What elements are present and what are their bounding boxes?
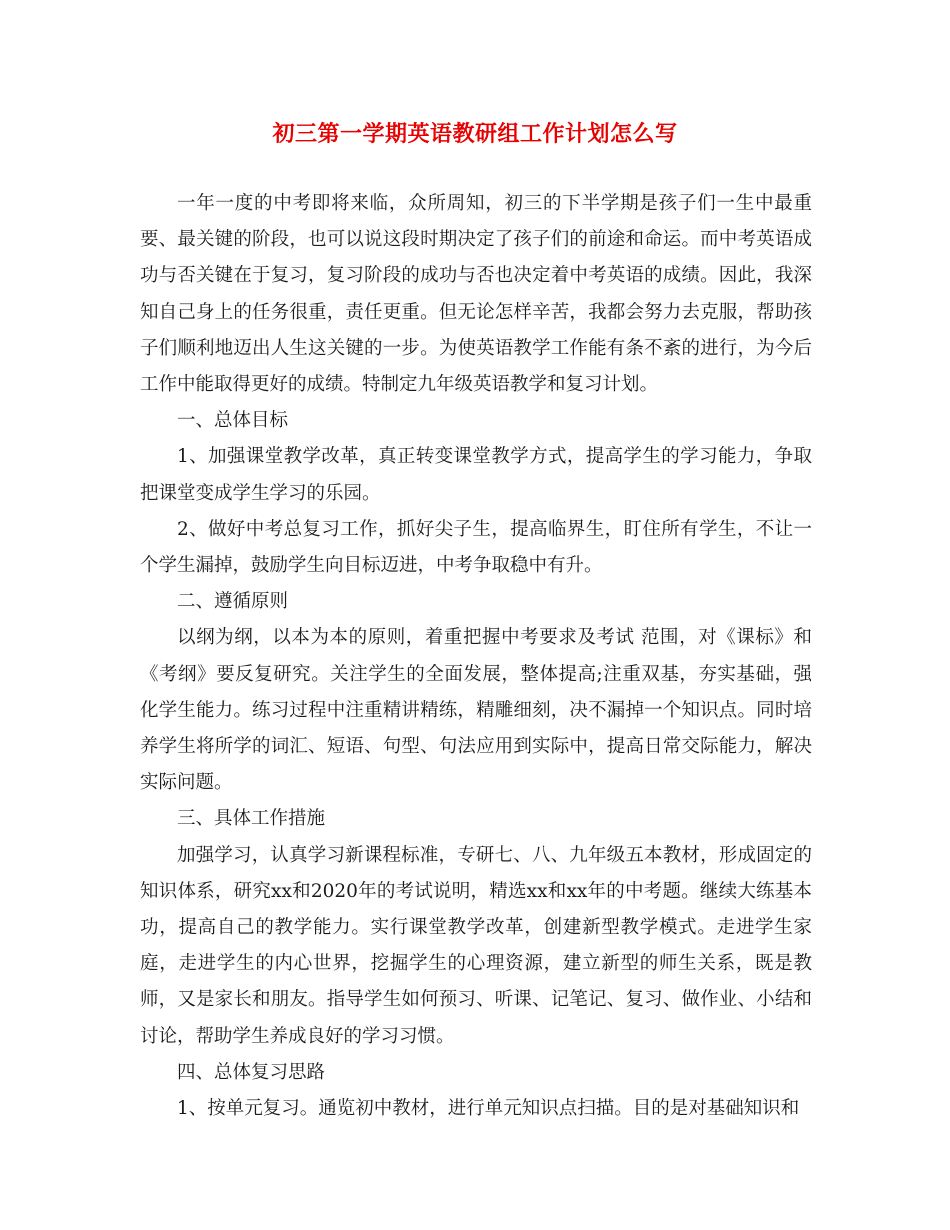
- paragraph-goal-2: 2、做好中考总复习工作，抓好尖子生，提高临界生，盯住所有学生，不让一个学生漏掉，鼓励学生向目标迈进，中考争取稳中有升。: [140, 518, 812, 577]
- paragraph-principles: 以纲为纲，以本为本的原则，着重把握中考要求及考试 范围，对《课标》和《考纲》要反复研究。关注学生的全面发展，整体提高;注重双基，夯实基础，强化学生能力。练习过程中注重精讲精练，精雕细刻，决不漏掉一个知识点。同时培养学生将所学的词汇、短语、句型、句法应用到实际中，提高日常交际能力，解决实际问题。: [140, 627, 812, 794]
- paragraph-intro: 一年一度的中考即将来临，众所周知，初三的下半学期是孩子们一生中最重要、最关键的阶段，也可以说这段时期决定了孩子们的前途和命运。而中考英语成功与否关键在于复习，复习阶段的成功与否也决定着中考英语的成绩。因此，我深知自己身上的任务很重，责任更重。但无论怎样辛苦，我都会努力去克服，帮助孩子们顺利地迈出人生这关键的一步。为使英语教学工作能有条不紊的进行，为今后工作中能取得更好的成绩。特制定九年级英语教学和复习计划。: [140, 193, 812, 396]
- paragraph-review-1: 1、按单元复习。通览初中教材，进行单元知识点扫描。目的是对基础知识和: [177, 1098, 800, 1120]
- section-heading-review-approach: 四、总体复习思路: [177, 1061, 326, 1083]
- paragraph-measures: 加强学习，认真学习新课程标准，专研七、八、九年级五本教材，形成固定的知识体系，研究xx和2020年的考试说明，精选xx和xx年的中考题。继续大练基本功，提高自己的教学能力。实行课堂教学改革，创建新型教学模式。走进学生家庭，走进学生的内心世界，挖掘学生的心理资源，建立新型的师生关系，既是教师，又是家长和朋友。指导学生如何预习、听课、记笔记、复习、做作业、小结和讨论，帮助学生养成良好的学习习惯。: [140, 844, 812, 1047]
- paragraph-goal-1: 1、加强课堂教学改革，真正转变课堂教学方式，提高学生的学习能力，争取把课堂变成学生学习的乐园。: [140, 446, 812, 504]
- section-heading-overall-goals: 一、总体目标: [177, 410, 289, 432]
- document-body: [140, 186, 812, 1127]
- section-heading-measures: 三、具体工作措施: [177, 808, 326, 830]
- document-title: 初三第一学期英语教研组工作计划怎么写: [272, 121, 678, 147]
- section-heading-principles: 二、遵循原则: [177, 591, 289, 613]
